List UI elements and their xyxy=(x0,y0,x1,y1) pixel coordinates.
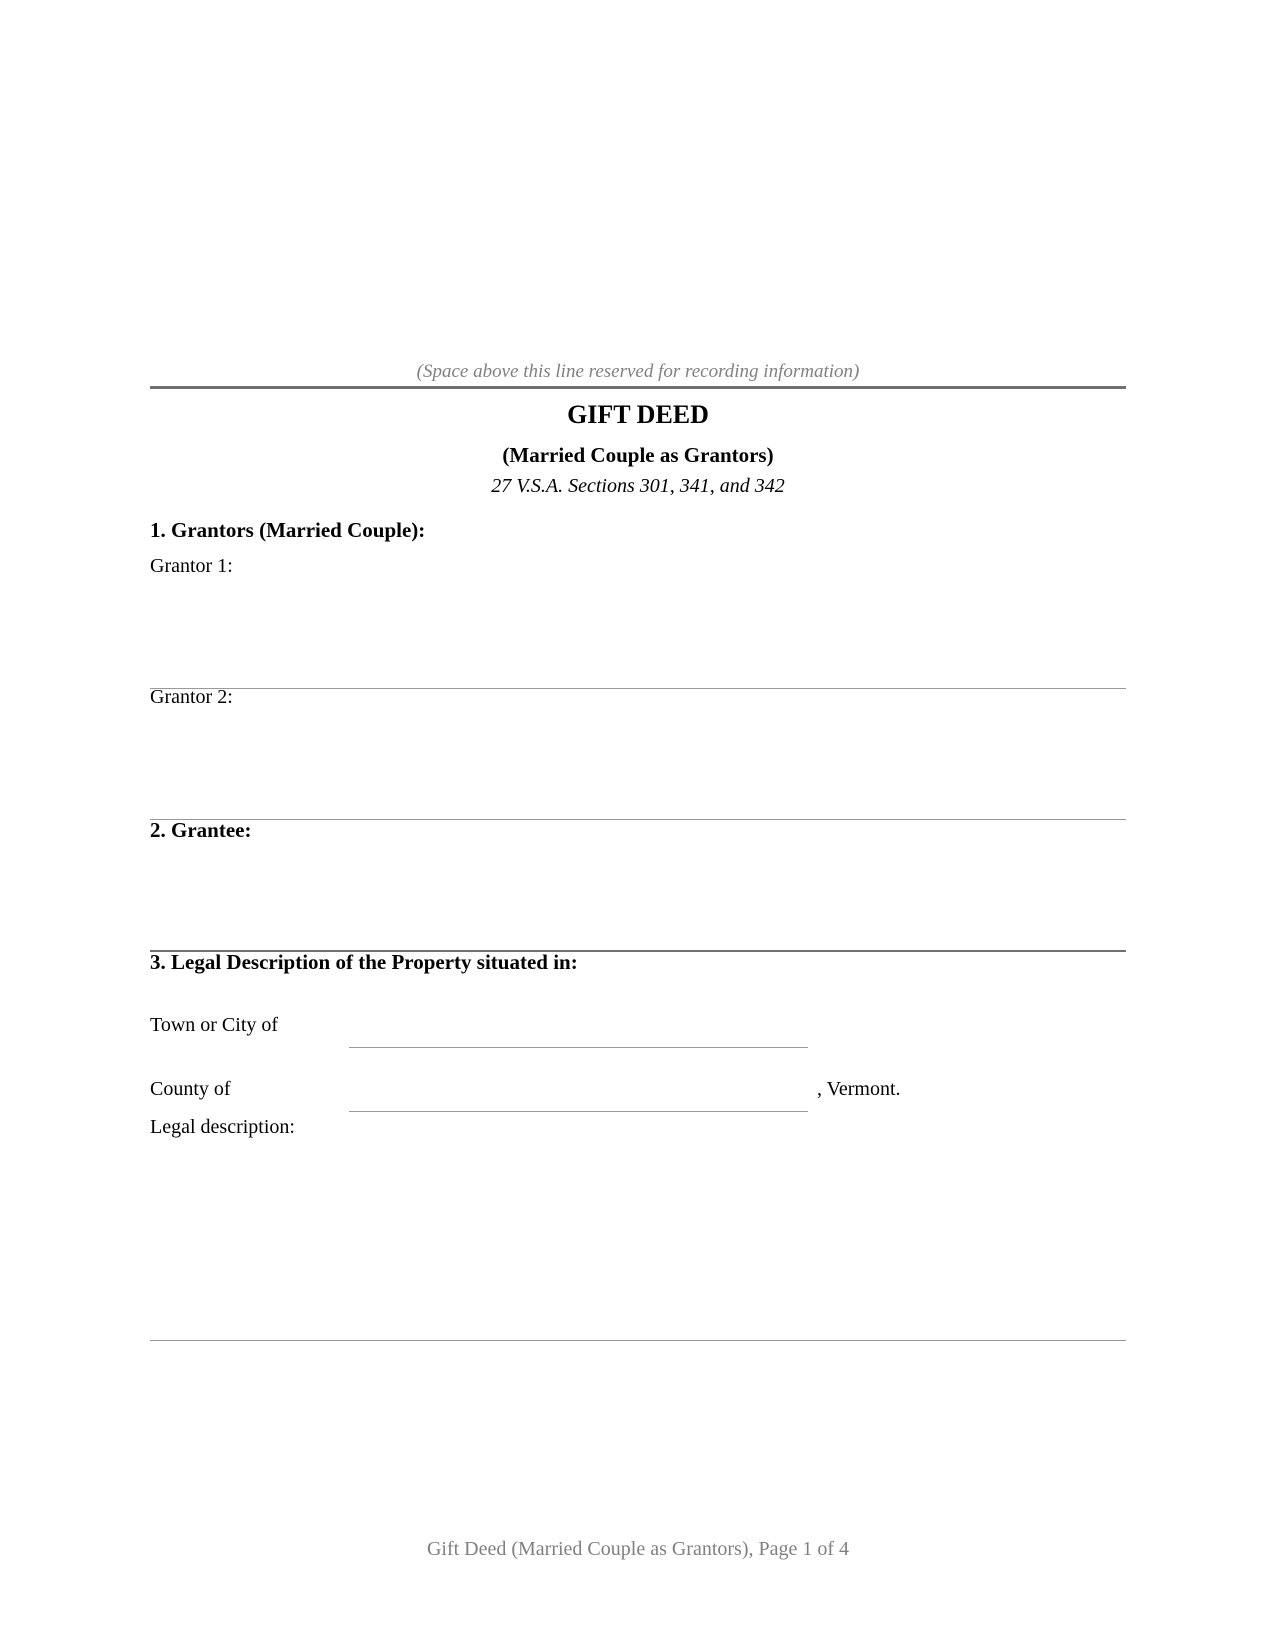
section-2-heading: 2. Grantee: xyxy=(150,818,252,842)
section-1-heading: 1. Grantors (Married Couple): xyxy=(150,518,426,542)
document-title: GIFT DEED xyxy=(567,400,709,429)
legal-description-field[interactable] xyxy=(150,1340,1126,1341)
town-field[interactable] xyxy=(349,1047,808,1048)
recording-divider xyxy=(150,386,1126,389)
recording-note: (Space above this line reserved for recording information) xyxy=(416,361,860,382)
statute-reference: 27 V.S.A. Sections 301, 341, and 342 xyxy=(491,475,785,497)
state-suffix: , Vermont. xyxy=(817,1078,901,1100)
document-subtitle: (Married Couple as Grantors) xyxy=(502,443,774,467)
grantor-2-label: Grantor 2: xyxy=(150,686,233,708)
page-footer: Gift Deed (Married Couple as Grantors), Page 1 of 4 xyxy=(426,1538,850,1560)
town-label: Town or City of xyxy=(150,1014,279,1036)
grantor-1-label: Grantor 1: xyxy=(150,555,233,577)
county-label: County of xyxy=(150,1078,231,1100)
section-3-heading: 3. Legal Description of the Property situated in: xyxy=(150,950,578,974)
legal-description-label: Legal description: xyxy=(150,1116,295,1138)
county-field[interactable] xyxy=(349,1111,808,1112)
grantor-2-field[interactable] xyxy=(150,819,1126,820)
grantor-1-field[interactable] xyxy=(150,688,1126,689)
